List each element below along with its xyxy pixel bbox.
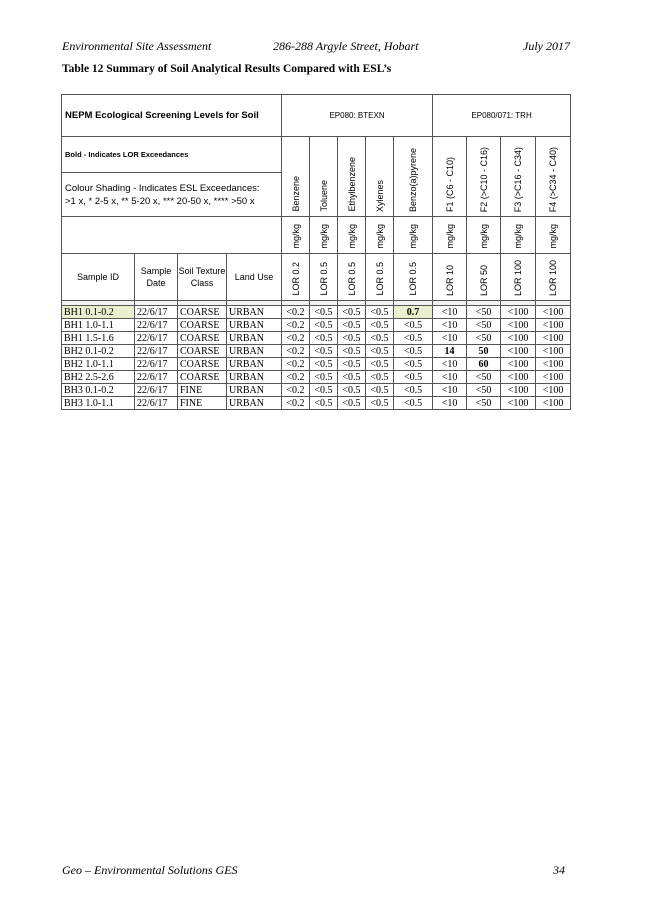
lor-cell: LOR 0.5: [366, 254, 394, 301]
value-cell: <0.5: [338, 358, 366, 371]
value-cell: <100: [536, 358, 571, 371]
table-row: [62, 358, 571, 371]
sample-id-cell: BH3 1.0-1.1: [62, 397, 135, 410]
value-cell: <100: [501, 319, 536, 332]
value-cell: <0.5: [394, 319, 433, 332]
value-cell: <0.5: [338, 319, 366, 332]
legend-colour-line1: Colour Shading - Indicates ESL Exceedances:: [65, 182, 260, 194]
value-cell: <0.5: [394, 345, 433, 358]
legend-colour-line2: >1 x, * 2-5 x, ** 5-20 x, *** 20-50 x, **** >50 x: [65, 195, 255, 207]
footer-company: Geo – Environmental Solutions GES: [62, 863, 238, 877]
value-cell: <100: [501, 306, 536, 319]
value-cell: <0.5: [338, 306, 366, 319]
land-use-cell: URBAN: [227, 397, 282, 410]
sample-id-cell: BH3 0.1-0.2: [62, 384, 135, 397]
value-cell: <50: [467, 332, 501, 345]
value-cell: <100: [536, 345, 571, 358]
value-cell: <0.2: [282, 319, 310, 332]
soil-texture-cell: COARSE: [178, 306, 227, 319]
table-row: [62, 345, 571, 358]
value-cell: <100: [501, 332, 536, 345]
sample-date-cell: 22/6/17: [135, 319, 178, 332]
soil-texture-cell: FINE: [178, 384, 227, 397]
land-use-cell: URBAN: [227, 345, 282, 358]
table-row: [62, 384, 571, 397]
header-site-address: 286-288 Argyle Street, Hobart: [273, 39, 419, 53]
lor-cell: LOR 0.5: [338, 254, 366, 301]
analyte-label: F2 (>C10 - C16): [478, 146, 489, 212]
value-cell-lor-exceedance: 14: [433, 345, 467, 358]
value-cell-exceedance: 0.7: [394, 306, 433, 319]
unit-cell: mg/kg: [501, 217, 536, 254]
value-cell-lor-exceedance: 60: [467, 358, 501, 371]
table-row: [62, 306, 571, 319]
lor-cell: LOR 50: [467, 254, 501, 301]
value-cell: <0.5: [394, 371, 433, 384]
lor-cell: LOR 0.5: [310, 254, 338, 301]
value-cell: <0.5: [310, 371, 338, 384]
value-cell: <100: [536, 332, 571, 345]
land-use-cell: URBAN: [227, 371, 282, 384]
table-row: [62, 332, 571, 345]
units-row-spacer: [62, 217, 282, 254]
lor-cell: LOR 100: [501, 254, 536, 301]
table-row: [62, 397, 571, 410]
unit-cell: mg/kg: [282, 217, 310, 254]
value-cell: <0.2: [282, 332, 310, 345]
table-row: [62, 319, 571, 332]
value-cell: <100: [536, 306, 571, 319]
value-cell: <0.5: [394, 397, 433, 410]
analyte-header: [310, 137, 338, 217]
col-header-sample-id: Sample ID: [62, 254, 135, 301]
value-cell: <0.5: [310, 345, 338, 358]
header-date: July 2017: [523, 39, 570, 53]
value-cell: <100: [501, 358, 536, 371]
value-cell: <0.2: [282, 358, 310, 371]
value-cell: <0.5: [338, 332, 366, 345]
col-header-sample-date: Sample Date: [135, 254, 178, 301]
value-cell: <0.5: [310, 306, 338, 319]
analyte-label: Toluene: [318, 180, 329, 212]
analyte-label: F3 (>C16 - C34): [513, 146, 524, 212]
value-cell: <0.5: [338, 397, 366, 410]
analyte-header: [282, 137, 310, 217]
legend-colour-shading: [62, 173, 282, 217]
value-cell: <0.5: [338, 384, 366, 397]
soil-texture-cell: COARSE: [178, 371, 227, 384]
value-cell: <10: [433, 397, 467, 410]
sample-id-cell: BH2 2.5-2.6: [62, 371, 135, 384]
value-cell-lor-exceedance: 50: [467, 345, 501, 358]
sample-date-cell: 22/6/17: [135, 397, 178, 410]
value-cell: <100: [501, 371, 536, 384]
value-cell: <0.5: [366, 345, 394, 358]
sample-date-cell: 22/6/17: [135, 332, 178, 345]
legend-bold: Bold - Indicates LOR Exceedances: [62, 137, 282, 173]
units-row: [62, 217, 571, 254]
value-cell: <0.5: [366, 358, 394, 371]
analyte-header: [536, 137, 571, 217]
value-cell: <0.2: [282, 345, 310, 358]
sample-id-cell: BH1 1.0-1.1: [62, 319, 135, 332]
value-cell: <0.5: [394, 384, 433, 397]
value-cell: <100: [536, 319, 571, 332]
value-cell: <0.5: [366, 319, 394, 332]
sample-date-cell: 22/6/17: [135, 306, 178, 319]
analyte-label: Xylenes: [374, 179, 385, 212]
header-document-title: Environmental Site Assessment: [62, 39, 212, 53]
column-header-row: [62, 254, 571, 301]
value-cell: <100: [501, 384, 536, 397]
value-cell: <10: [433, 371, 467, 384]
value-cell: <10: [433, 358, 467, 371]
value-cell: <0.5: [338, 345, 366, 358]
value-cell: <0.5: [366, 332, 394, 345]
value-cell: <0.5: [310, 397, 338, 410]
land-use-cell: URBAN: [227, 384, 282, 397]
unit-cell: mg/kg: [433, 217, 467, 254]
group-header-trh: EP080/071: TRH: [433, 95, 571, 137]
value-cell: <0.5: [310, 332, 338, 345]
unit-cell: mg/kg: [310, 217, 338, 254]
value-cell: <50: [467, 384, 501, 397]
sample-date-cell: 22/6/17: [135, 345, 178, 358]
lor-cell: LOR 0.2: [282, 254, 310, 301]
sample-id-cell: BH2 1.0-1.1: [62, 358, 135, 371]
analyte-label: Benzo(a)pyrene: [408, 147, 419, 212]
soil-texture-cell: COARSE: [178, 358, 227, 371]
value-cell: <50: [467, 397, 501, 410]
value-cell: <0.2: [282, 397, 310, 410]
analyte-header: [338, 137, 366, 217]
unit-cell: mg/kg: [467, 217, 501, 254]
value-cell: <0.5: [394, 332, 433, 345]
value-cell: <100: [501, 397, 536, 410]
sample-date-cell: 22/6/17: [135, 384, 178, 397]
value-cell: <10: [433, 384, 467, 397]
group-header-btexn: EP080: BTEXN: [282, 95, 433, 137]
land-use-cell: URBAN: [227, 306, 282, 319]
analyte-header: [394, 137, 433, 217]
soil-texture-cell: COARSE: [178, 319, 227, 332]
value-cell: <0.2: [282, 384, 310, 397]
land-use-cell: URBAN: [227, 332, 282, 345]
analyte-header: [467, 137, 501, 217]
sample-date-cell: 22/6/17: [135, 371, 178, 384]
soil-texture-cell: FINE: [178, 397, 227, 410]
page-number: 34: [553, 863, 565, 877]
value-cell: <100: [536, 384, 571, 397]
value-cell: <100: [536, 397, 571, 410]
value-cell: <0.5: [338, 371, 366, 384]
value-cell: <0.5: [310, 358, 338, 371]
sample-id-cell: BH2 0.1-0.2: [62, 345, 135, 358]
unit-cell: mg/kg: [338, 217, 366, 254]
table-row: [62, 371, 571, 384]
land-use-cell: URBAN: [227, 319, 282, 332]
unit-cell: mg/kg: [366, 217, 394, 254]
value-cell: <0.5: [394, 358, 433, 371]
col-header-land-use: Land Use: [227, 254, 282, 301]
land-use-cell: URBAN: [227, 358, 282, 371]
sample-date-cell: 22/6/17: [135, 358, 178, 371]
analyte-label: Ethylbenzene: [346, 157, 357, 212]
value-cell: <0.2: [282, 371, 310, 384]
value-cell: <10: [433, 332, 467, 345]
lor-cell: LOR 10: [433, 254, 467, 301]
sample-id-cell: BH1 0.1-0.2: [62, 306, 135, 319]
value-cell: <0.5: [310, 384, 338, 397]
value-cell: <0.5: [366, 371, 394, 384]
soil-results-table: [61, 94, 571, 410]
value-cell: <0.5: [366, 306, 394, 319]
col-header-soil-texture: Soil Texture Class: [178, 254, 227, 301]
table-title: NEPM Ecological Screening Levels for Soil: [62, 95, 282, 137]
value-cell: <50: [467, 319, 501, 332]
value-cell: <100: [501, 345, 536, 358]
value-cell: <10: [433, 306, 467, 319]
table-caption: Table 12 Summary of Soil Analytical Results Compared with ESL’s: [62, 63, 392, 75]
sample-id-cell: BH1 1.5-1.6: [62, 332, 135, 345]
table-title-row: [62, 95, 571, 137]
value-cell: <0.5: [310, 319, 338, 332]
analyte-header: [501, 137, 536, 217]
value-cell: <50: [467, 306, 501, 319]
value-cell: <0.5: [366, 397, 394, 410]
value-cell: <0.5: [366, 384, 394, 397]
analyte-label: F1 (C6 - C10): [444, 156, 455, 212]
analyte-header: [433, 137, 467, 217]
value-cell: <50: [467, 371, 501, 384]
unit-cell: mg/kg: [536, 217, 571, 254]
soil-texture-cell: COARSE: [178, 345, 227, 358]
value-cell: <0.2: [282, 306, 310, 319]
analyte-label: Benzene: [290, 176, 301, 212]
value-cell: <10: [433, 319, 467, 332]
analyte-label: F4 (>C34 - C40): [548, 146, 559, 212]
lor-cell: LOR 0.5: [394, 254, 433, 301]
unit-cell: mg/kg: [394, 217, 433, 254]
lor-cell: LOR 100: [536, 254, 571, 301]
analyte-header: [366, 137, 394, 217]
soil-texture-cell: COARSE: [178, 332, 227, 345]
value-cell: <100: [536, 371, 571, 384]
